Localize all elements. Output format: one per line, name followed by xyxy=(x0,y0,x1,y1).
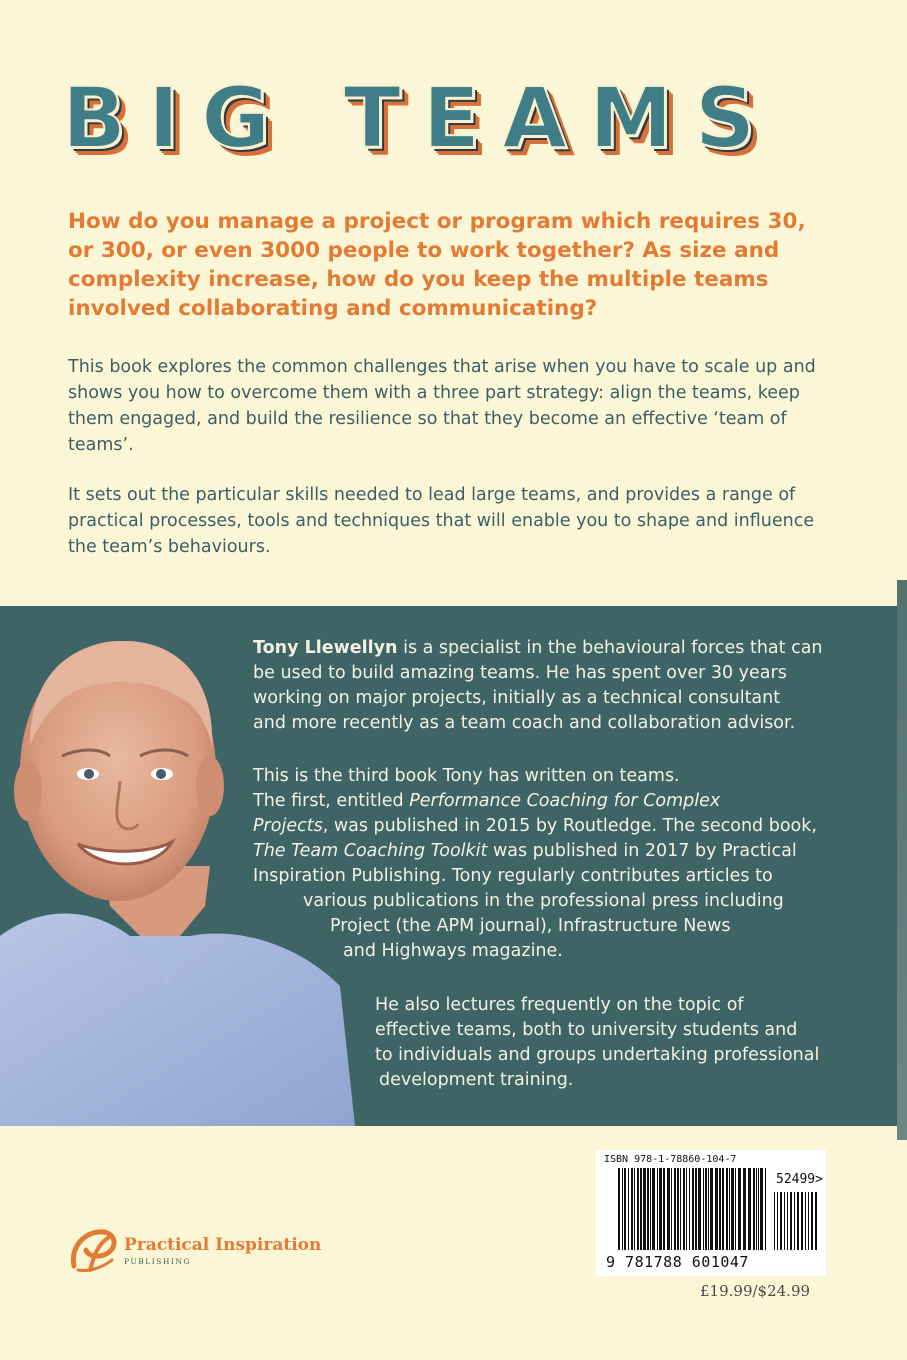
description-paragraph-1: This book explores the common challenges that arise when you have to scale up and shows you how to overcome them with a three part strategy: align the teams, keep them engaged, and build the resilience so that they become an effective ‘team of teams’. xyxy=(68,357,816,455)
book-title-1: Performance Coaching for Complex xyxy=(409,791,721,811)
publisher-mark-icon xyxy=(68,1226,120,1274)
publisher-subtitle: PUBLISHING xyxy=(124,1257,191,1266)
bio-line: be used to build amazing teams. He has spent over 30 years xyxy=(253,663,787,683)
bio-text: The first, entitled xyxy=(253,791,410,811)
bio-line: Project (the APM journal), Infrastructure News xyxy=(330,916,731,936)
bio-line xyxy=(253,814,817,839)
bio-line xyxy=(253,789,720,814)
isbn-text: ISBN 978-1-78860-104-7 xyxy=(604,1154,737,1165)
bio-line: to individuals and groups undertaking professional xyxy=(375,1045,820,1065)
bio-line: He also lectures frequently on the topic of xyxy=(375,995,744,1015)
spine-edge xyxy=(897,580,907,1140)
price: £19.99/$24.99 xyxy=(700,1282,811,1300)
bio-text: is a specialist in the behavioural forces that can xyxy=(397,638,823,658)
bio-text: , was published in 2015 by Routledge. The second book, xyxy=(322,816,817,836)
bio-line xyxy=(253,839,797,864)
bio-line: working on major projects, initially as a technical consultant xyxy=(253,688,781,708)
bio-line: various publications in the professional press including xyxy=(303,891,784,911)
lead-question: How do you manage a project or program which requires 30, or 300, or even 3000 people to work together? As size and complexity increase, how do you keep the multiple teams involved collaborating and communicating? xyxy=(68,209,806,321)
book-title-2: The Team Coaching Toolkit xyxy=(253,841,488,861)
book-title-1-cont: Projects xyxy=(253,816,323,836)
barcode-addon: 52499> xyxy=(776,1172,823,1187)
bio-line: effective teams, both to university students and xyxy=(375,1020,798,1040)
bio-line: and Highways magazine. xyxy=(343,941,563,961)
bio-text: was published in 2017 by Practical xyxy=(487,841,797,861)
bio-line: Inspiration Publishing. Tony regularly contributes articles to xyxy=(253,866,773,886)
author-name: Tony Llewellyn xyxy=(253,638,398,658)
bio-line: development training. xyxy=(379,1070,574,1090)
barcode-digits: 9 781788 601047 xyxy=(606,1253,749,1271)
bio-line: and more recently as a team coach and collaboration advisor. xyxy=(253,713,796,733)
bio-line: This is the third book Tony has written on teams. xyxy=(253,766,680,786)
publisher-name: Practical Inspiration xyxy=(124,1235,322,1255)
isbn-barcode xyxy=(596,1150,826,1276)
publisher-logo xyxy=(68,1226,328,1276)
bio-line xyxy=(253,636,823,661)
book-title: BIG TEAMS xyxy=(62,69,778,167)
description-paragraph-2: It sets out the particular skills needed to lead large teams, and provides a range of practical processes, tools and techniques that will enable you to shape and influence the team’s behaviours. xyxy=(68,485,815,557)
